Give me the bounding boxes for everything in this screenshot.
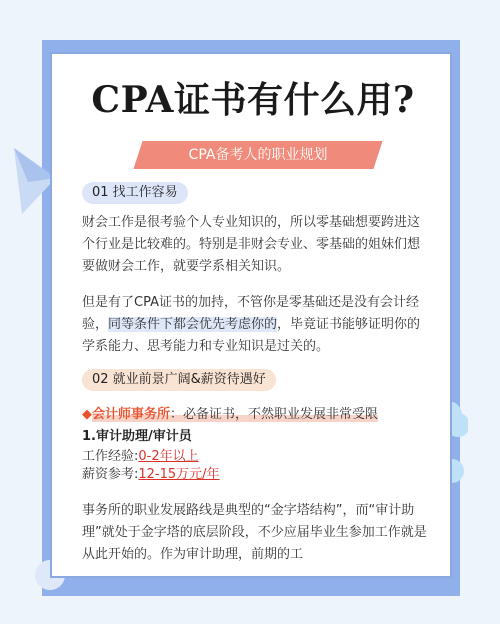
subtitle-text: CPA备考人的职业规划 bbox=[188, 147, 328, 163]
content-card bbox=[50, 52, 452, 578]
paragraph-3: 事务所的职业发展路线是典型的“金字塔结构”，而“审计助理”就处于金字塔的底层阶段，不少应届毕业生参加工作就是从此开始的。作为审计助理，前期的工 bbox=[82, 503, 427, 562]
page-title: CPA证书有什么用? bbox=[91, 79, 415, 121]
paragraph-1: 财会工作是很考验个人专业知识的，所以零基础想要跨进这个行业是比较难的。特别是非财会专业、零基础的姐妹们想要做财会工作，就要学系相关知识。 bbox=[82, 215, 421, 274]
paragraph-2-highlight: 同等条件下都会优先考虑你的 bbox=[108, 317, 278, 332]
salary-line bbox=[82, 465, 220, 485]
paragraph-2-part2: ，毕竟证书能够证明你的学系能力、思考能力和专业知识是过关的。 bbox=[82, 317, 421, 354]
paragraph-2-part1: 但是有了CPA证书的加持，不管你是零基础还是没有会计经验， bbox=[82, 295, 419, 332]
job-title: 1.审计助理/审计员 bbox=[82, 429, 192, 444]
salary-value: 12-15万元/年 bbox=[138, 467, 220, 482]
experience-value: 0-2年以上 bbox=[138, 449, 199, 464]
experience-label: 工作经验: bbox=[82, 449, 139, 464]
firm-text: ：必备证书，不然职业发展非常受限 bbox=[170, 407, 379, 422]
paragraph-2 bbox=[82, 292, 428, 358]
section-heading-2: 02 就业前景广阔&薪资待遇好 bbox=[82, 369, 276, 391]
firm-label: 会计师事务所 bbox=[92, 407, 171, 422]
firm-line bbox=[82, 405, 378, 425]
subtitle-banner bbox=[138, 141, 378, 169]
salary-label: 薪资参考: bbox=[82, 467, 139, 482]
diamond-icon: ◆ bbox=[82, 407, 92, 422]
section-heading-1: 01 找工作容易 bbox=[82, 182, 188, 204]
experience-line bbox=[82, 447, 199, 467]
